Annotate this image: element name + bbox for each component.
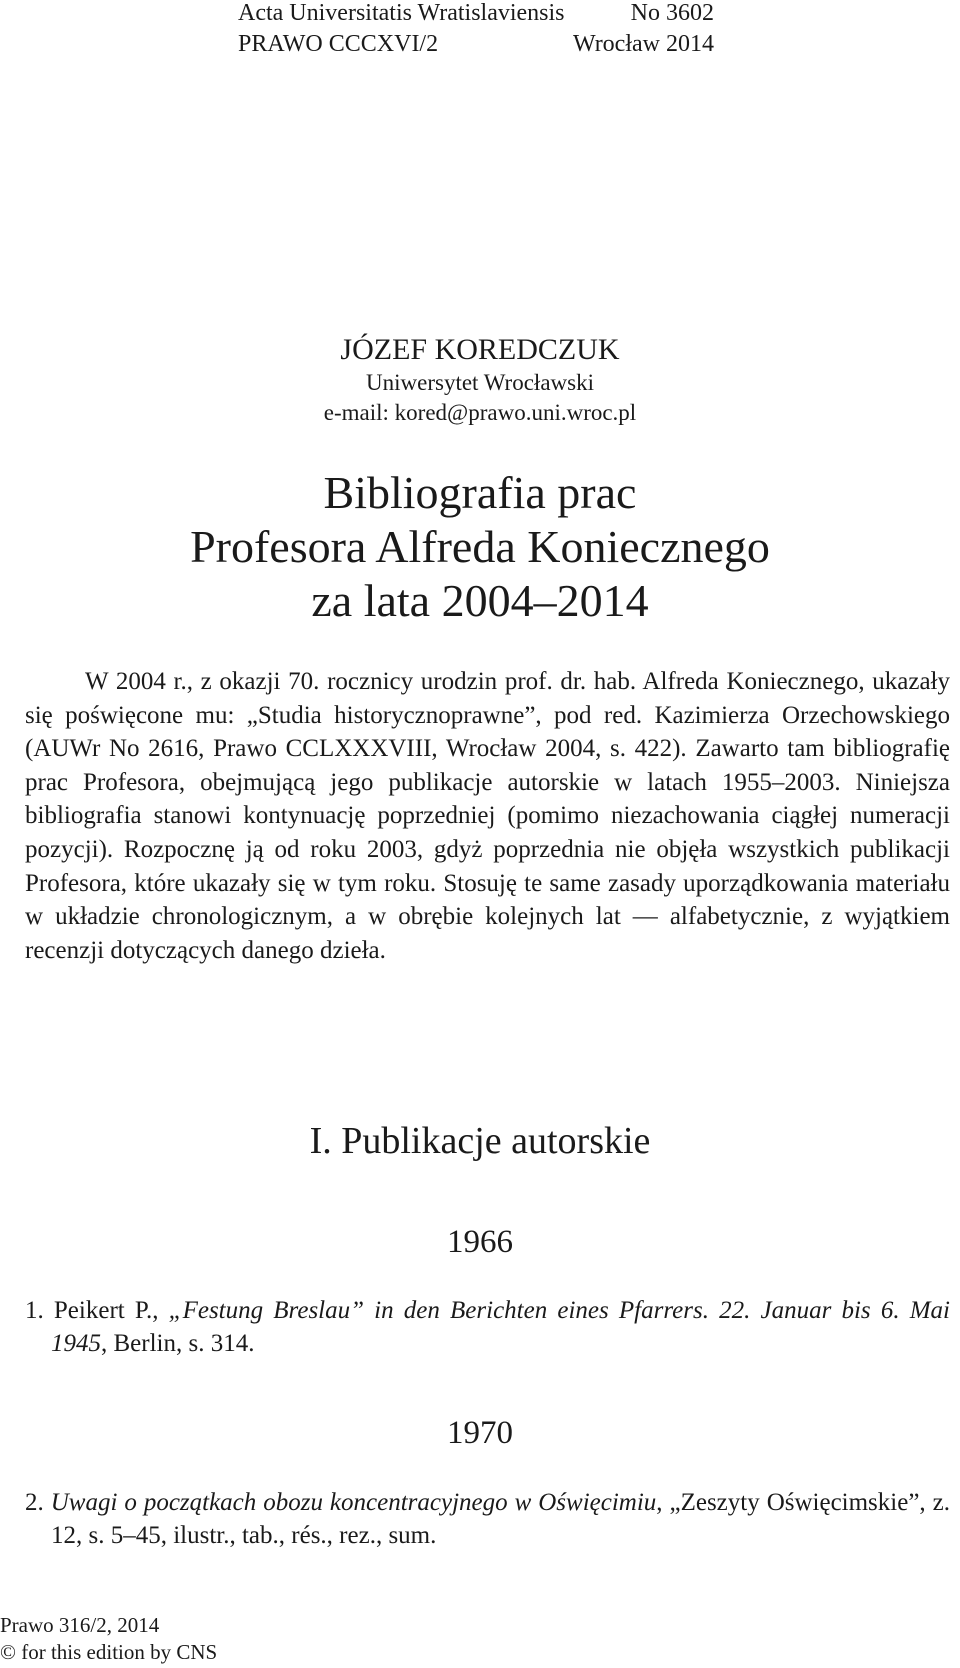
article-title-line-3: za lata 2004–2014 (311, 575, 649, 626)
journal-place-year: Wrocław 2014 (573, 31, 714, 57)
entry-author: Peikert P., (53, 1297, 159, 1324)
page-footer (0, 1612, 217, 1666)
bibliography-entry-1 (25, 1294, 950, 1360)
entry-number: 1. (25, 1297, 44, 1324)
author-affiliation: Uniwersytet Wrocławski (366, 370, 594, 395)
entry-details: , Berlin, s. 314. (101, 1330, 255, 1357)
section-heading: I. Publikacje autorskie (309, 1120, 651, 1162)
journal-header-line-1 (238, 0, 714, 29)
entry-number: 2. (25, 1489, 44, 1516)
article-title (0, 466, 960, 628)
author-name: JÓZEF KOREDCZUK (340, 333, 620, 366)
journal-series: PRAWO CCCXVI/2 (238, 31, 439, 57)
author-block (0, 332, 960, 428)
author-email: e-mail: kored@prawo.uni.wroc.pl (323, 400, 637, 425)
entry-title: Uwagi o początkach obozu koncentracyjnego w Oświęcimiu (50, 1489, 657, 1516)
entry-details: , „Zeszyty Oświęcimskie”, z. 12, s. 5–45, ilustr., tab., rés., rez., sum. (51, 1489, 950, 1549)
journal-header-line-2 (238, 29, 714, 60)
footer-issue: Prawo 316/2, 2014 (0, 1613, 160, 1637)
journal-header (238, 0, 714, 60)
journal-name: Acta Universitatis Wratislaviensis (238, 0, 565, 26)
article-title-line-1: Bibliografia prac (323, 467, 637, 518)
year-heading-1966: 1966 (447, 1224, 513, 1260)
entry-title: „Festung Breslau” in den Berichten eines Pfarrers. 22. Januar bis 6. Mai 1945 (51, 1297, 950, 1357)
intro-paragraph: W 2004 r., z okazji 70. rocznicy urodzin prof. dr. hab. Alfreda Koniecznego, ukazały się poświęcone mu: „Studia historycznoprawne”, pod red. Kazimierza Orzechowskiego (AUWr No 2616, Prawo CCLXXXVIII, Wrocław 2004, s. 422). Zawarto tam bibliografię prac Profesora, obejmującą jego publikacje autorskie w latach 1955–2003. Niniejsza bibliografia stanowi kontynuację poprzedniej (pomimo niezachowania ciągłej numeracji pozycji). Rozpocznę ją od roku 2003, gdyż poprzednia nie objęła wszystkich publikacji Profesora, które ukazały się w tym roku. Stosuję te same zasady uporządkowania materiału w układzie chronologicznym, a w obrębie kolejnych lat — alfabetycznie, z wyjątkiem recenzji dotyczących danego dzieła. (25, 668, 950, 964)
article-title-line-2: Profesora Alfreda Koniecznego (190, 521, 770, 572)
journal-number: No 3602 (630, 0, 714, 26)
bibliography-entry-2 (25, 1486, 950, 1552)
year-heading-1970: 1970 (447, 1415, 513, 1451)
footer-copyright: © for this edition by CNS (0, 1640, 218, 1664)
